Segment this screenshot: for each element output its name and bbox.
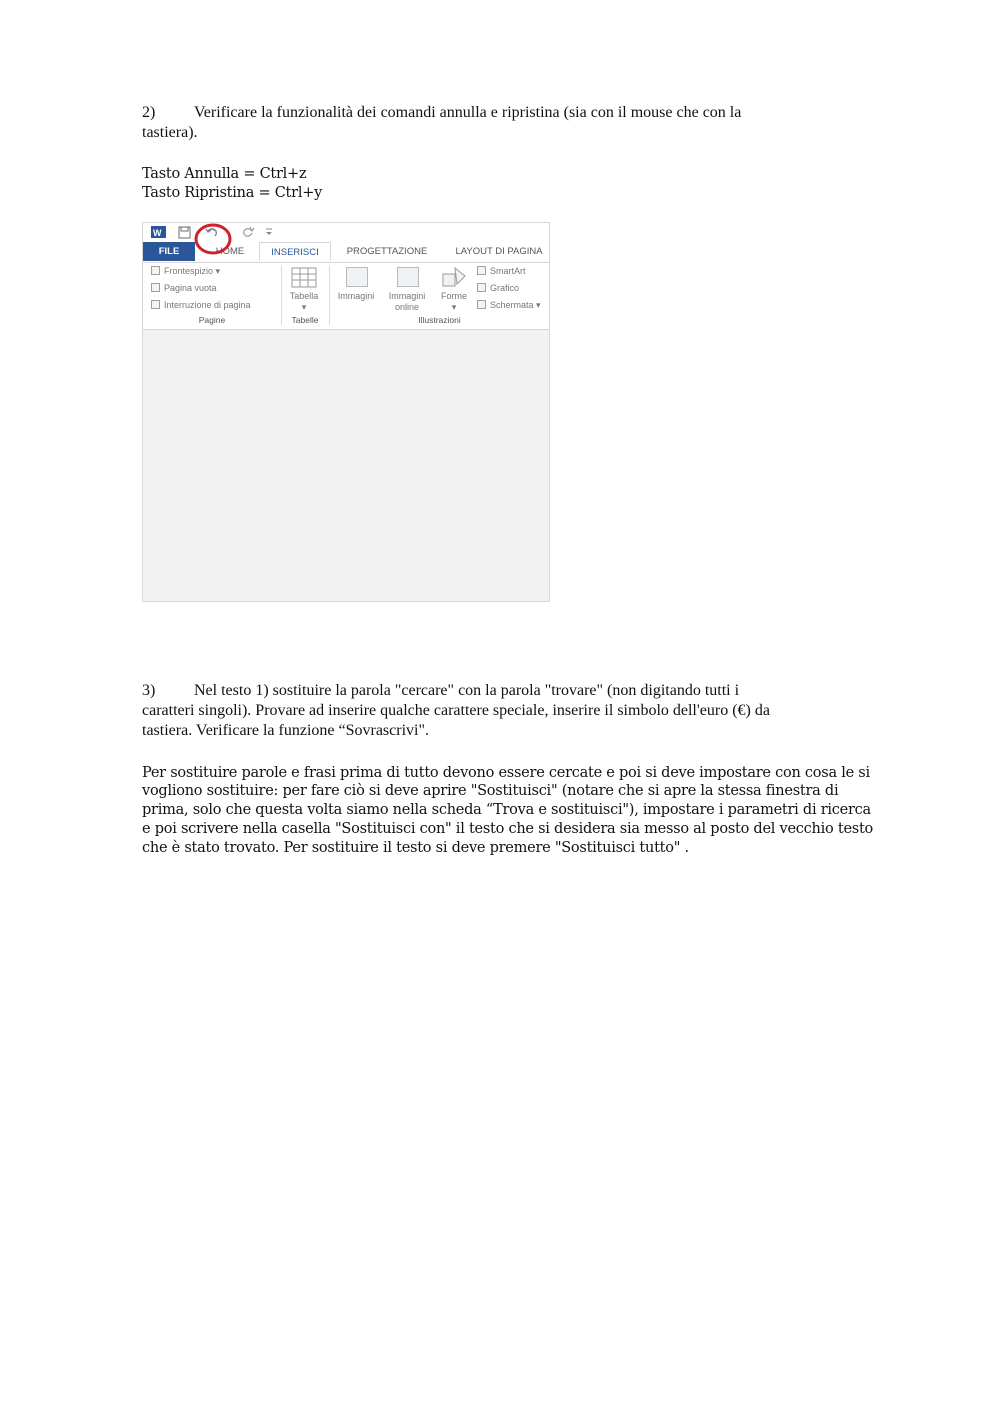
group-label-pagine: Pagine	[198, 315, 226, 325]
word-ribbon-screenshot	[142, 222, 550, 602]
tab-progettazione[interactable]: PROGETTAZIONE	[346, 246, 428, 257]
section-2-heading-continued: tastiera).	[142, 124, 198, 141]
ribbon-item-immagini[interactable]: Immagini	[337, 291, 375, 301]
tab-inserisci[interactable]: INSERISCI	[259, 242, 331, 261]
section-3-line-3: tastiera. Verificare la funzione “Sovrascrivi".	[142, 722, 429, 739]
ribbon-panel	[143, 263, 549, 330]
group-label-illustrazioni: Illustrazioni	[418, 315, 461, 325]
shortcut-redo: Tasto Ripristina = Ctrl+y	[142, 185, 323, 201]
paragraph-line-3: prima, solo che questa volta siamo nella scheda “Trova e sostituisci"), impostare i parametri di ricerca	[142, 802, 871, 818]
chart-icon	[477, 283, 486, 292]
ribbon-item-immagini-online-line2: online	[394, 302, 420, 312]
ribbon-item-tabella[interactable]: Tabella	[289, 291, 319, 301]
paragraph-line-1: Per sostituire parole e frasi prima di tutto devono essere cercate e poi si deve impostare con cosa le si	[142, 765, 870, 781]
smartart-icon	[477, 266, 486, 275]
ribbon-item-forme[interactable]: Forme	[440, 291, 467, 301]
screenshot-icon	[477, 300, 486, 309]
section-3-number: 3)	[142, 682, 156, 699]
word-logo-icon	[151, 225, 166, 239]
redo-arrow-icon[interactable]	[241, 226, 255, 238]
online-pictures-icon[interactable]	[397, 267, 419, 287]
ribbon-item-grafico[interactable]: Grafico	[477, 283, 519, 293]
section-3-line-1: 3) Nel testo 1) sostituire la parola "cercare" con la parola "trovare" (non digitando tutti i	[142, 682, 740, 699]
highlight-circle	[193, 223, 235, 257]
tab-home[interactable]: HOME	[215, 246, 245, 257]
section-3-line-2: caratteri singoli). Provare ad inserire qualche carattere speciale, inserire il simbolo dell'euro (€) da	[142, 702, 770, 719]
document-area[interactable]	[143, 330, 549, 602]
tab-file[interactable]: FILE	[143, 242, 195, 261]
dropdown-arrow-icon: ▾	[301, 302, 307, 312]
ribbon-item-schermata[interactable]: Schermata ▾	[477, 300, 541, 311]
blank-page-icon	[151, 283, 160, 292]
pictures-icon[interactable]	[346, 267, 368, 287]
group-label-tabelle: Tabelle	[291, 315, 319, 325]
paragraph-line-4: e poi scrivere nella casella "Sostituisci con" il testo che si desidera sia messo al posto del vecchio testo	[142, 821, 874, 837]
page-break-icon	[151, 300, 160, 309]
dropdown-arrow-icon: ▾	[451, 302, 457, 312]
section-2-number: 2)	[142, 104, 156, 121]
ribbon-item-frontespizio[interactable]: Frontespizio ▾	[151, 266, 220, 277]
svg-text:W: W	[153, 228, 162, 238]
save-icon[interactable]	[178, 226, 191, 239]
section-2-heading-text: Verificare la funzionalità dei comandi annulla e ripristina (sia con il mouse che con la	[194, 104, 742, 121]
ribbon-item-interruzione-di-pagina[interactable]: Interruzione di pagina	[151, 300, 251, 310]
section-2-heading	[142, 103, 862, 123]
shapes-icon[interactable]	[441, 266, 467, 288]
tab-layout-di-pagina[interactable]: LAYOUT DI PAGINA	[455, 246, 543, 257]
cover-page-icon	[151, 266, 160, 275]
paragraph-line-2: vogliono sostituire: per fare ciò si deve aprire "Sostituisci" (notare che si apre la stessa finestra di	[142, 783, 839, 799]
paragraph-line-5: che è stato trovato. Per sostituire il testo si deve premere "Sostituisci tutto" .	[142, 840, 689, 856]
customize-dropdown-icon[interactable]	[265, 228, 273, 236]
shortcut-undo: Tasto Annulla = Ctrl+z	[142, 166, 307, 182]
table-icon[interactable]	[291, 267, 317, 289]
ribbon-item-immagini-online[interactable]: Immagini	[388, 291, 426, 301]
ribbon-item-pagina-vuota[interactable]: Pagina vuota	[151, 283, 217, 293]
ribbon-item-smartart[interactable]: SmartArt	[477, 266, 526, 276]
